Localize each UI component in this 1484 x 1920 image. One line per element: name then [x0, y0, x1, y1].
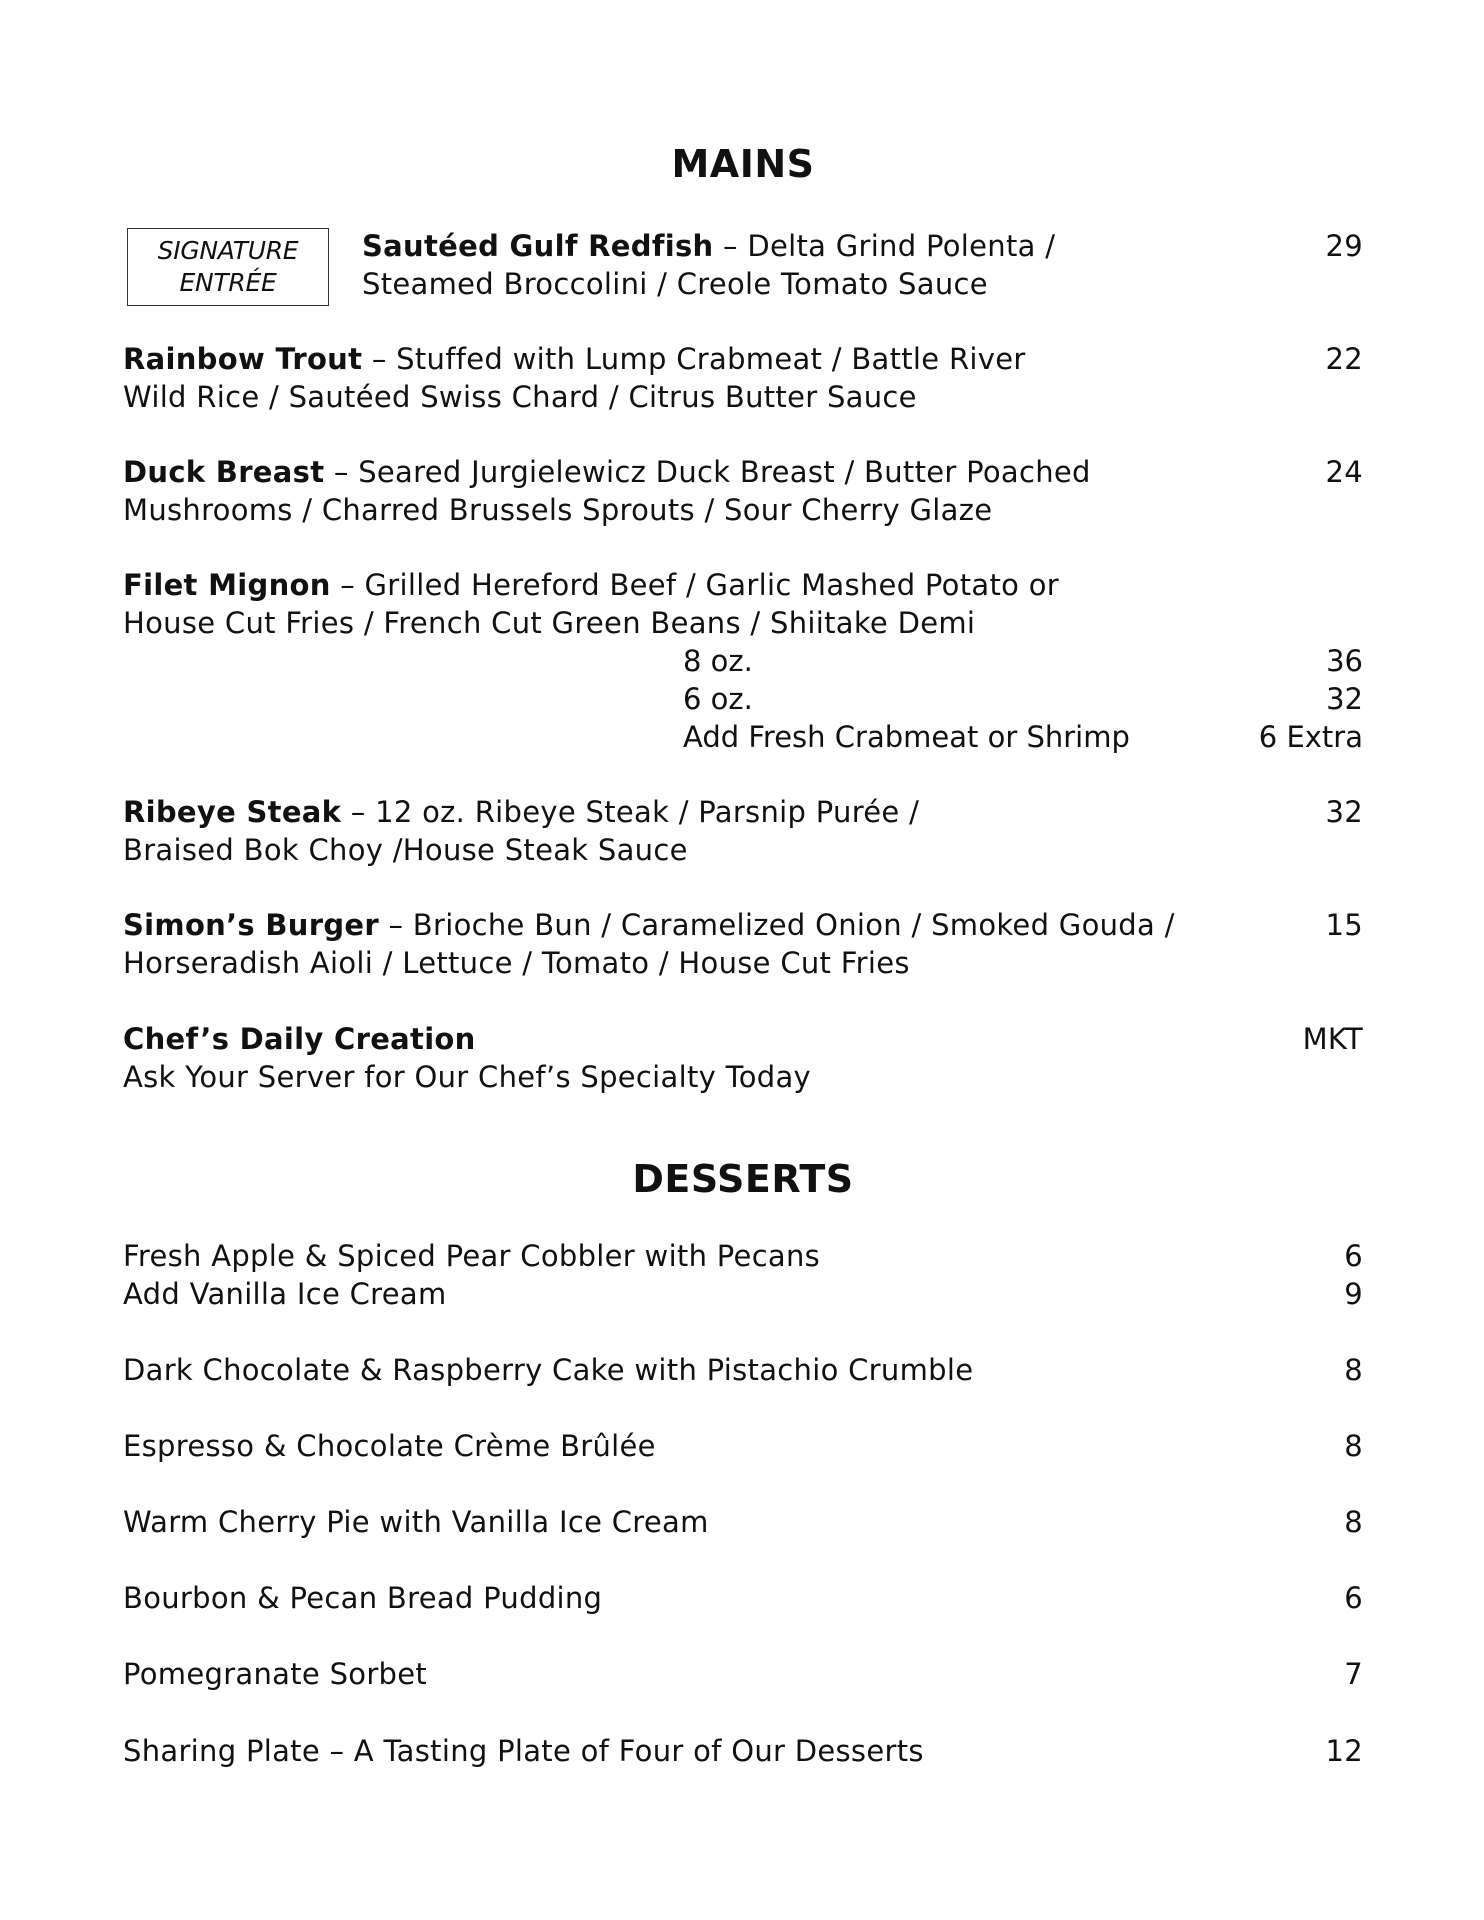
- signature-entree-badge: [127, 228, 329, 306]
- item-price: 24: [1325, 455, 1363, 489]
- item-name: Ribeye Steak: [123, 795, 342, 829]
- dessert-item: [123, 1732, 1363, 1770]
- dessert-price: 6: [1344, 1239, 1363, 1273]
- item-price: MKT: [1302, 1022, 1363, 1056]
- filet-option-8oz: [683, 642, 1363, 680]
- item-name: Simon’s Burger: [123, 908, 379, 942]
- dessert-item: [123, 1655, 1363, 1693]
- menu-item-ribeye-steak: [123, 793, 1363, 869]
- item-description-cont: Steamed Broccolini / Creole Tomato Sauce: [362, 267, 988, 301]
- menu-item-redfish: [362, 227, 1363, 303]
- item-price: 22: [1325, 342, 1363, 376]
- dessert-item: [123, 1237, 1363, 1275]
- item-description-cont: Ask Your Server for Our Chef’s Specialty Today: [123, 1060, 811, 1094]
- option-price: 36: [1326, 644, 1363, 678]
- option-price: 6 Extra: [1258, 720, 1363, 754]
- dessert-label: Warm Cherry Pie with Vanilla Ice Cream: [123, 1505, 709, 1539]
- menu-item-chefs-daily-creation: [123, 1020, 1363, 1096]
- signature-badge-line1: SIGNATURE: [157, 236, 299, 265]
- item-description: – Grilled Hereford Beef / Garlic Mashed Potato or: [330, 568, 1059, 602]
- filet-option-add-seafood: [683, 718, 1363, 756]
- dessert-price: 8: [1344, 1353, 1363, 1387]
- item-name: Sautéed Gulf Redfish: [362, 229, 714, 263]
- dessert-item: [123, 1351, 1363, 1389]
- item-price: 15: [1325, 908, 1363, 942]
- dessert-label: Fresh Apple & Spiced Pear Cobbler with Pecans: [123, 1239, 821, 1273]
- filet-option-6oz: [683, 680, 1363, 718]
- dessert-item: [123, 1427, 1363, 1465]
- item-description-cont: Wild Rice / Sautéed Swiss Chard / Citrus Butter Sauce: [123, 380, 917, 414]
- item-description: – Brioche Bun / Caramelized Onion / Smoked Gouda /: [378, 908, 1175, 942]
- item-name: Filet Mignon: [123, 568, 331, 602]
- item-description: – Seared Jurgielewicz Duck Breast / Butter Poached: [324, 455, 1091, 489]
- menu-item-filet-mignon: [123, 566, 1363, 642]
- item-description: – 12 oz. Ribeye Steak / Parsnip Purée /: [341, 795, 920, 829]
- desserts-heading: DESSERTS: [632, 1157, 854, 1201]
- mains-heading: MAINS: [671, 142, 815, 186]
- dessert-price: 9: [1344, 1277, 1363, 1311]
- dessert-addon: [123, 1275, 1363, 1313]
- option-price: 32: [1326, 682, 1363, 716]
- item-description: – Stuffed with Lump Crabmeat / Battle River: [362, 342, 1026, 376]
- item-description: – Delta Grind Polenta /: [713, 229, 1056, 263]
- dessert-label: Sharing Plate – A Tasting Plate of Four of Our Desserts: [123, 1734, 924, 1768]
- menu-item-duck-breast: [123, 453, 1363, 529]
- dessert-item: [123, 1503, 1363, 1541]
- item-name: Rainbow Trout: [123, 342, 363, 376]
- option-label: 8 oz.: [683, 644, 753, 678]
- menu-item-simons-burger: [123, 906, 1363, 982]
- item-description-cont: Braised Bok Choy /House Steak Sauce: [123, 833, 688, 867]
- dessert-item: [123, 1579, 1363, 1617]
- menu-page: [123, 0, 1363, 1920]
- dessert-label: Pomegranate Sorbet: [123, 1657, 428, 1691]
- item-description-cont: Mushrooms / Charred Brussels Sprouts / Sour Cherry Glaze: [123, 493, 993, 527]
- option-label: Add Fresh Crabmeat or Shrimp: [683, 720, 1130, 754]
- item-name: Chef’s Daily Creation: [123, 1022, 476, 1056]
- dessert-price: 8: [1344, 1429, 1363, 1463]
- dessert-label: Bourbon & Pecan Bread Pudding: [123, 1581, 603, 1615]
- menu-item-rainbow-trout: [123, 340, 1363, 416]
- dessert-label: Dark Chocolate & Raspberry Cake with Pistachio Crumble: [123, 1353, 974, 1387]
- option-label: 6 oz.: [683, 682, 753, 716]
- dessert-price: 12: [1325, 1734, 1363, 1768]
- dessert-label: Espresso & Chocolate Crème Brûlée: [123, 1429, 656, 1463]
- item-price: 32: [1325, 795, 1363, 829]
- dessert-price: 8: [1344, 1505, 1363, 1539]
- dessert-label: Add Vanilla Ice Cream: [123, 1277, 447, 1311]
- signature-badge-line2: ENTRÉE: [179, 268, 277, 297]
- item-description-cont: Horseradish Aioli / Lettuce / Tomato / House Cut Fries: [123, 946, 910, 980]
- item-price: 29: [1325, 229, 1363, 263]
- dessert-price: 6: [1344, 1581, 1363, 1615]
- item-description-cont: House Cut Fries / French Cut Green Beans / Shiitake Demi: [123, 606, 976, 640]
- item-name: Duck Breast: [123, 455, 325, 489]
- dessert-price: 7: [1344, 1657, 1363, 1691]
